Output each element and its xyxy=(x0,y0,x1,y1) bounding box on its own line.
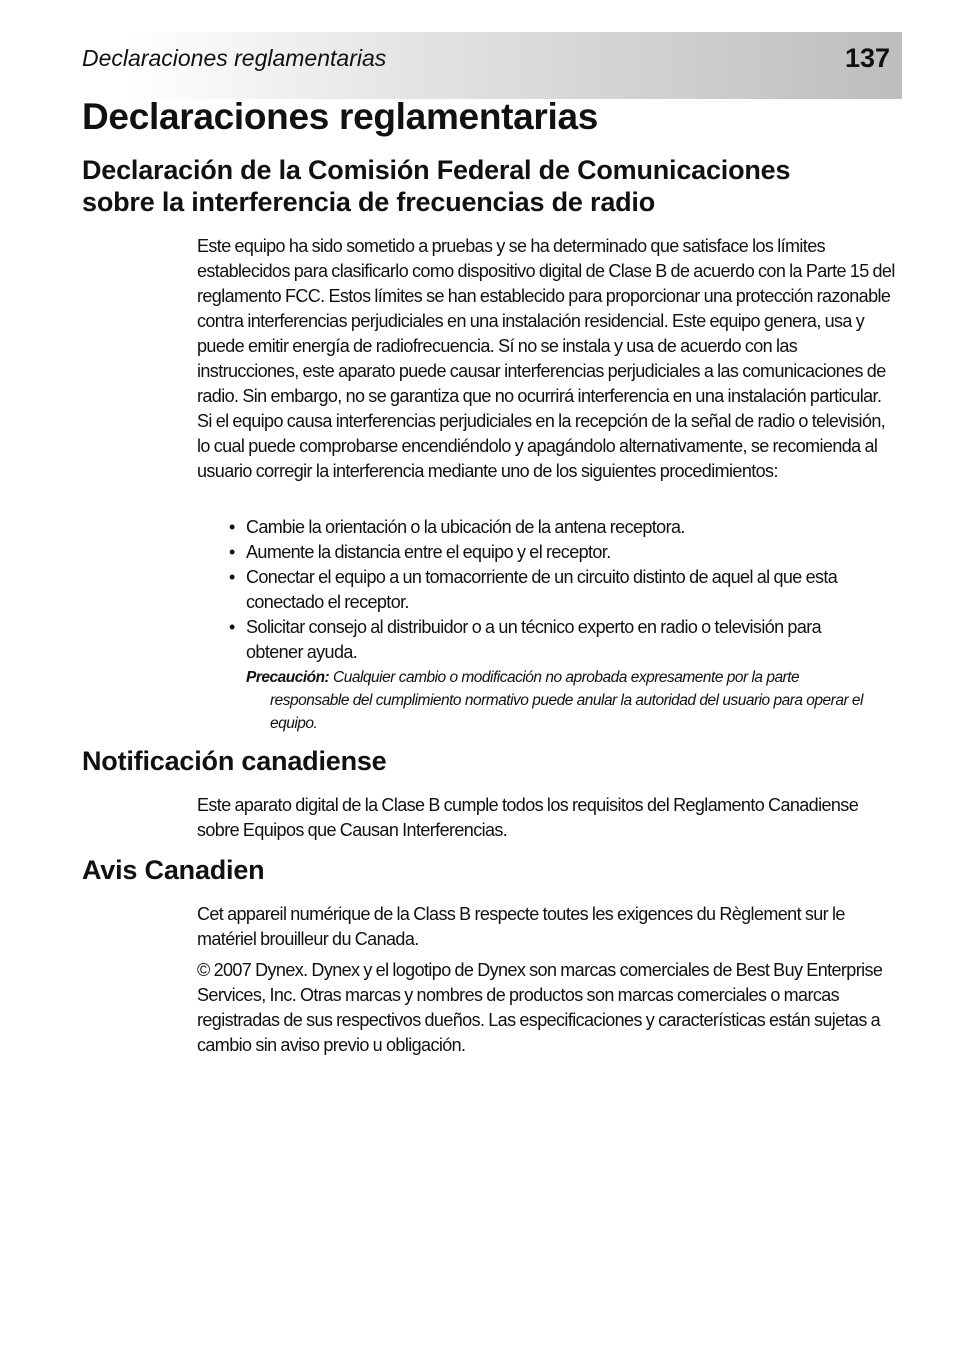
list-item-text: Aumente la distancia entre el equipo y el receptor. xyxy=(246,542,611,562)
copyright-paragraph: © 2007 Dynex. Dynex y el logotipo de Dynex son marcas comerciales de Best Buy Enterprise Services, Inc. Otras marcas y nombres de productos son marcas comerciales o marcas registradas de sus respectivos dueños. Las especificaciones y características están sujetas a cambio sin aviso previo u obligación. xyxy=(197,960,883,1055)
caution-note xyxy=(246,666,870,735)
list-item xyxy=(229,515,879,540)
bullet-icon: • xyxy=(229,617,235,637)
list-item xyxy=(229,615,879,665)
page-number: 137 xyxy=(844,43,890,73)
canada-es-heading: Notificación canadiense xyxy=(82,746,387,776)
fcc-heading-line1: Declaración de la Comisión Federal de Comunicaciones xyxy=(82,155,791,185)
list-item-text: Cambie la orientación o la ubicación de la antena receptora. xyxy=(246,517,685,537)
fcc-bullet-list xyxy=(229,515,879,665)
fcc-heading-line2: sobre la interferencia de frecuencias de radio xyxy=(82,187,656,217)
list-item-text: Conectar el equipo a un tomacorriente de un circuito distinto de aquel al que esta conectado el receptor. xyxy=(246,567,838,612)
running-title: Declaraciones reglamentarias xyxy=(82,45,387,71)
bullet-icon: • xyxy=(229,567,235,587)
canada-fr-paragraph: Cet appareil numérique de la Class B respecte toutes les exigences du Règlement sur le matériel brouilleur du Canada. xyxy=(197,904,845,949)
list-item xyxy=(229,540,879,565)
bullet-icon: • xyxy=(229,542,235,562)
caution-text: Cualquier cambio o modificación no aprobada expresamente por la parte responsable del cumplimiento normativo puede anular la autoridad del usuario para operar el equipo. xyxy=(270,669,863,732)
caution-label: Precaución: xyxy=(246,669,330,686)
page-title: Declaraciones reglamentarias xyxy=(82,96,599,137)
fcc-heading xyxy=(82,154,790,218)
canada-fr-heading: Avis Canadien xyxy=(82,855,265,885)
fcc-paragraph: Este equipo ha sido sometido a pruebas y se ha determinado que satisface los límites establecidos para clasificarlo como dispositivo digital de Clase B de acuerdo con la Parte 15 del reglamento FCC. Estos límites se han establecido para proporcionar una protección razonable contra interferencias perjudiciales en una instalación residencial. Este equipo genera, usa y puede emitir energía de radiofrecuencia. Sí no se instala y usa de acuerdo con las instrucciones, este aparato puede causar interferencias perjudiciales a las comunicaciones de radio. Sin embargo, no se garantiza que no ocurrirá interferencia en una instalación particular. Si el equipo causa interferencias perjudiciales en la recepción de la señal de radio o televisión, lo cual puede comprobarse encendiéndolo y apagándolo alternativamente, se recomienda al usuario corregir la interferencia mediante uno de los siguientes procedimientos: xyxy=(197,236,895,481)
list-item-text: Solicitar consejo al distribuidor o a un técnico experto en radio o televisión para obtener ayuda. xyxy=(246,617,822,662)
list-item xyxy=(229,565,879,615)
canada-es-paragraph: Este aparato digital de la Clase B cumple todos los requisitos del Reglamento Canadiense sobre Equipos que Causan Interferencias. xyxy=(197,795,859,840)
bullet-icon: • xyxy=(229,517,235,537)
